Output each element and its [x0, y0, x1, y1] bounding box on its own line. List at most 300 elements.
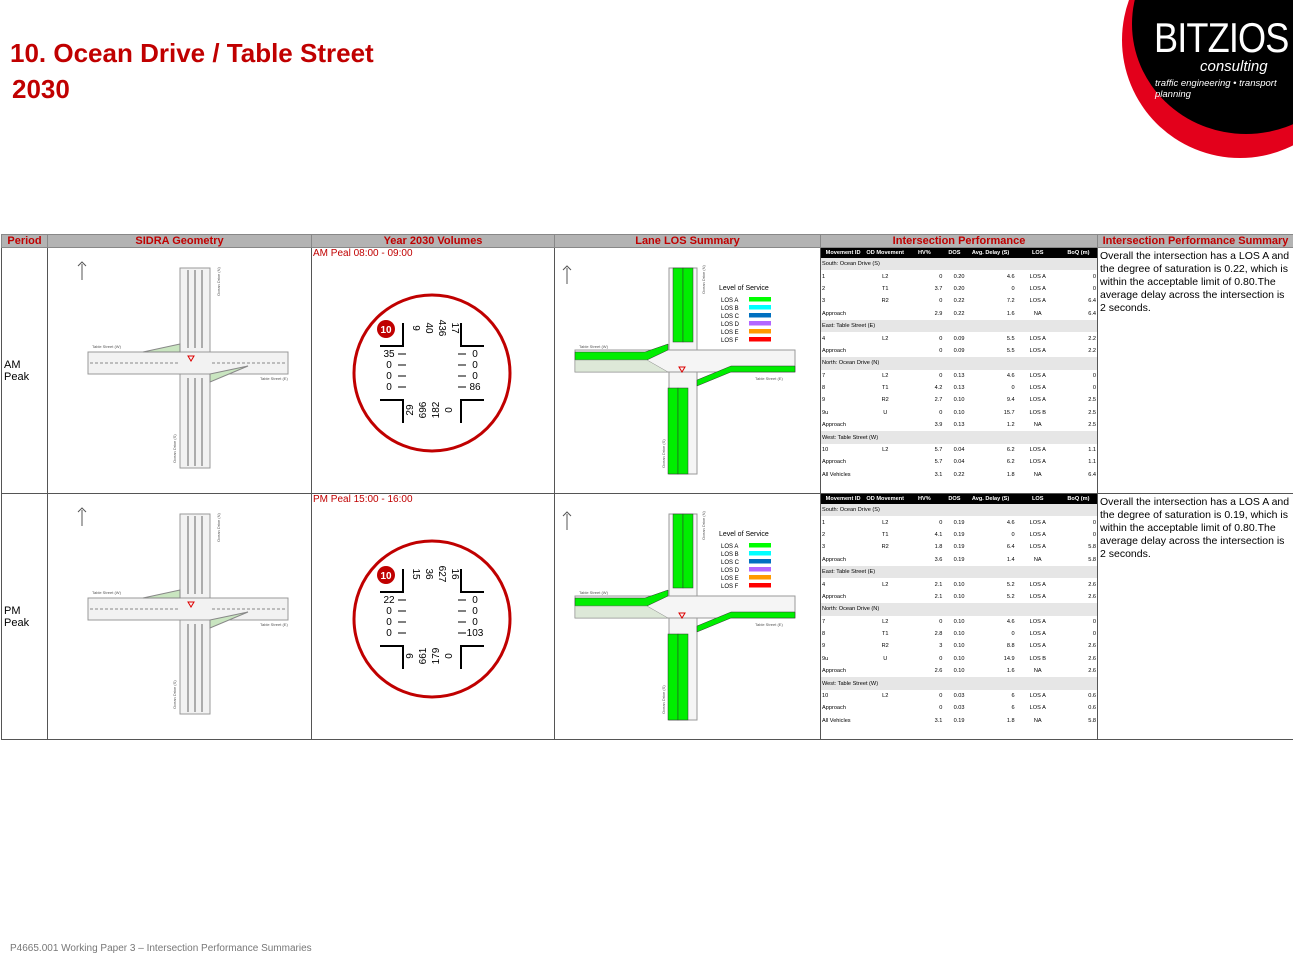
perf-row — [821, 394, 1097, 406]
perf-cell: 6.4 — [1088, 298, 1096, 305]
legend-label: LOS C — [721, 560, 740, 566]
perf-row — [821, 628, 1097, 640]
perf-cell: 0 — [1092, 385, 1096, 392]
perf-cell: 2.5 — [1088, 397, 1096, 404]
perf-cell: T1 — [881, 385, 889, 392]
perf-approach-row — [821, 469, 1097, 481]
perf-cell: 0.13 — [953, 385, 965, 392]
volume-value: 9 — [405, 653, 416, 659]
legend-swatch — [749, 313, 771, 318]
perf-cell: 0 — [1092, 372, 1096, 379]
volume-value: 0 — [472, 371, 478, 382]
perf-row — [821, 382, 1097, 394]
perf-cell: 5.2 — [1006, 581, 1015, 588]
performance-table — [1, 234, 1293, 740]
perf-cell: 1.8 — [1006, 471, 1015, 478]
perf-cell: 0.10 — [953, 618, 965, 625]
perf-cell: 0.19 — [953, 519, 965, 526]
col-perf-summary: Intersection Performance Summary — [1098, 235, 1293, 248]
perf-cell: 1.8 — [1006, 717, 1015, 724]
perf-cell: 2.8 — [934, 631, 943, 638]
perf-cell: 0 — [1092, 519, 1096, 526]
peak-time-label: PM Peal 15:00 - 16:00 — [313, 494, 413, 505]
road-label: Ocean Drive (S) — [172, 680, 177, 709]
legend-swatch — [749, 543, 771, 548]
legend-swatch — [749, 305, 771, 310]
volume-value: 0 — [472, 349, 478, 360]
perf-cell: 2.6 — [1088, 668, 1096, 675]
perf-header: BoQ (m) — [1060, 494, 1097, 504]
perf-cell: 9 — [822, 643, 826, 650]
performance-cell — [821, 494, 1098, 740]
perf-cell: 9 — [822, 397, 826, 404]
perf-cell: 0.03 — [953, 705, 965, 712]
perf-row — [821, 444, 1097, 456]
legend-label: LOS B — [721, 552, 739, 558]
perf-cell: 0 — [1011, 285, 1015, 292]
perf-cell: LOS A — [1029, 347, 1046, 354]
period-name: AM Peak — [2, 248, 48, 494]
geometry-cell — [48, 494, 312, 740]
perf-cell: 0 — [1011, 631, 1015, 638]
perf-cell: 2 — [822, 285, 826, 292]
volumes-diagram — [312, 260, 552, 485]
volume-value: 0 — [472, 617, 478, 628]
perf-cell: 0.20 — [953, 285, 965, 292]
perf-cell: LOS A — [1029, 705, 1046, 712]
perf-cell: 6 — [1011, 693, 1015, 700]
perf-cell: 6.2 — [1006, 459, 1015, 466]
road-label: Ocean Drive (N) — [216, 513, 221, 542]
perf-row — [821, 616, 1097, 628]
perf-cell: 8 — [822, 631, 826, 638]
perf-cell: 2.1 — [934, 593, 943, 600]
perf-cell: 1.6 — [1006, 668, 1015, 675]
perf-cell: T1 — [881, 285, 889, 292]
perf-cell: NA — [1033, 556, 1042, 563]
footer: P4665.001 Working Paper 3 – Intersection Performance Summaries — [10, 943, 312, 954]
perf-cell: 3.1 — [934, 717, 943, 724]
perf-cell: 0 — [1011, 385, 1015, 392]
volume-value: 22 — [383, 595, 395, 606]
perf-cell: 4.1 — [934, 531, 943, 538]
volume-value: 436 — [436, 319, 447, 337]
legend-swatch — [749, 297, 771, 302]
perf-cell: LOS A — [1029, 285, 1046, 292]
perf-cell: NA — [1033, 717, 1042, 724]
perf-cell: 2.1 — [934, 581, 943, 588]
performance-summary: Overall the intersection has a LOS A and the degree of saturation is 0.19, which is within the acceptable limit of 0.80.The average delay across the intersection is 2 seconds. — [1098, 494, 1293, 740]
perf-header: HV% — [905, 494, 943, 504]
legend-label: LOS A — [721, 298, 739, 304]
perf-cell: 3 — [939, 643, 943, 650]
perf-cell: 3.1 — [934, 471, 943, 478]
perf-cell: 0 — [939, 409, 943, 416]
perf-cell: 1 — [822, 519, 826, 526]
perf-cell: 0.10 — [953, 643, 965, 650]
perf-cell: 0 — [939, 618, 943, 625]
col-period: Period — [2, 235, 48, 248]
perf-cell: 10 — [822, 693, 829, 700]
perf-cell — [865, 419, 905, 431]
perf-cell: 1 — [822, 273, 826, 280]
perf-cell: 0 — [939, 705, 943, 712]
perf-cell: 14.9 — [1003, 655, 1015, 662]
perf-group-label: West: Table Street (W) — [821, 677, 1097, 689]
perf-cell: 0 — [1092, 631, 1096, 638]
perf-header: Avg. Delay (S) — [966, 248, 1016, 258]
lane-los-diagram — [555, 248, 819, 488]
perf-approach-row — [821, 591, 1097, 603]
legend-swatch — [749, 321, 771, 326]
perf-cell: LOS A — [1029, 643, 1046, 650]
perf-cell: L2 — [882, 693, 889, 700]
perf-cell: 1.1 — [1088, 459, 1096, 466]
perf-cell: NA — [1033, 471, 1042, 478]
perf-cell: 0.04 — [953, 459, 965, 466]
perf-cell: 2.2 — [1088, 335, 1096, 342]
perf-cell: 5.8 — [1088, 717, 1096, 724]
col-geometry: SIDRA Geometry — [48, 235, 312, 248]
perf-cell: 0.10 — [953, 593, 965, 600]
perf-cell: 6 — [1011, 705, 1015, 712]
perf-cell: LOS A — [1029, 631, 1046, 638]
perf-cell: R2 — [881, 298, 889, 305]
volume-value: 9 — [410, 325, 421, 331]
perf-cell: 4 — [822, 581, 826, 588]
perf-cell: LOS A — [1029, 372, 1046, 379]
perf-cell: 8.8 — [1006, 643, 1015, 650]
volumes-cell — [312, 494, 555, 740]
volume-value: 0 — [472, 360, 478, 371]
perf-cell: LOS A — [1029, 335, 1046, 342]
volume-value: 696 — [418, 401, 429, 419]
perf-cell: Approach — [822, 459, 846, 466]
legend-label: LOS D — [721, 322, 740, 328]
perf-cell: 0.10 — [953, 655, 965, 662]
perf-approach-row — [821, 715, 1097, 727]
perf-approach-row — [821, 665, 1097, 677]
perf-cell: 9u — [822, 409, 829, 416]
perf-cell: Approach — [822, 593, 846, 600]
perf-cell: R2 — [881, 643, 889, 650]
site-number: 10 — [380, 325, 392, 336]
col-performance: Intersection Performance — [821, 235, 1098, 248]
perf-header: LOS — [1016, 494, 1060, 504]
perf-cell: 0.04 — [953, 447, 965, 454]
volume-value: 627 — [436, 565, 447, 583]
perf-group-row — [821, 320, 1097, 332]
road-label: Ocean Drive (S) — [661, 685, 666, 714]
perf-cell: 9u — [822, 655, 829, 662]
perf-cell: 0 — [939, 519, 943, 526]
perf-cell: 0 — [1092, 531, 1096, 538]
perf-cell: LOS A — [1029, 447, 1046, 454]
perf-cell: 0 — [939, 655, 943, 662]
perf-cell: 4.2 — [934, 385, 943, 392]
volume-value: 0 — [386, 628, 392, 639]
perf-approach-row — [821, 419, 1097, 431]
volume-value: 15 — [410, 568, 421, 580]
site-number: 10 — [380, 571, 392, 582]
perf-cell: Approach — [822, 668, 846, 675]
perf-cell: 10 — [822, 447, 829, 454]
perf-cell: 3.9 — [934, 422, 943, 429]
perf-cell: 5.7 — [934, 447, 943, 454]
perf-cell: 3 — [822, 298, 826, 305]
logo-sub: consulting — [1200, 58, 1268, 75]
perf-cell: 0.6 — [1088, 705, 1096, 712]
volume-value: 103 — [466, 628, 484, 639]
perf-cell: 6.2 — [1006, 447, 1015, 454]
volume-value: 86 — [469, 382, 481, 393]
perf-cell: 0 — [939, 693, 943, 700]
perf-cell: 2.6 — [1088, 593, 1096, 600]
volumes-diagram — [312, 506, 552, 731]
col-volumes: Year 2030 Volumes — [312, 235, 555, 248]
perf-cell — [865, 345, 905, 357]
volume-value: 0 — [386, 617, 392, 628]
road-label: Table Street (E) — [260, 376, 288, 381]
perf-cell: Approach — [822, 705, 846, 712]
perf-cell: LOS A — [1029, 693, 1046, 700]
perf-cell: Approach — [822, 310, 846, 317]
perf-cell — [865, 702, 905, 714]
legend-label: LOS B — [721, 306, 739, 312]
legend-swatch — [749, 551, 771, 556]
perf-header: Movement ID — [821, 494, 865, 504]
perf-cell: LOS A — [1029, 618, 1046, 625]
perf-cell: 0 — [1092, 273, 1096, 280]
road-label: Table Street (W) — [579, 590, 608, 595]
perf-header: LOS — [1016, 248, 1060, 258]
page-title: 10. Ocean Drive / Table Street — [10, 38, 374, 68]
perf-row — [821, 332, 1097, 344]
perf-cell: Approach — [822, 422, 846, 429]
perf-cell: R2 — [881, 397, 889, 404]
perf-cell: LOS B — [1029, 409, 1046, 416]
perf-header: Movement ID — [821, 248, 865, 258]
road-label: Ocean Drive (N) — [701, 265, 706, 294]
perf-cell: Approach — [822, 556, 846, 563]
perf-cell: 3.7 — [934, 285, 943, 292]
performance-cell — [821, 248, 1098, 494]
volume-value: 0 — [444, 407, 455, 413]
perf-cell: 5.8 — [1088, 544, 1096, 551]
perf-cell: 0.10 — [953, 631, 965, 638]
perf-cell: 0.22 — [953, 471, 965, 478]
perf-cell: T1 — [881, 531, 889, 538]
legend-label: LOS F — [721, 584, 739, 590]
perf-cell — [865, 715, 905, 727]
perf-cell: 15.7 — [1003, 409, 1015, 416]
perf-cell: 0.19 — [953, 717, 965, 724]
perf-row — [821, 370, 1097, 382]
perf-cell: NA — [1033, 310, 1042, 317]
perf-cell: 0.10 — [953, 409, 965, 416]
perf-cell: 0.19 — [953, 556, 965, 563]
perf-cell: 9.4 — [1006, 397, 1015, 404]
perf-header: DOS — [943, 248, 965, 258]
perf-cell: 0 — [1092, 285, 1096, 292]
perf-cell — [865, 308, 905, 320]
period-name: PM Peak — [2, 494, 48, 740]
road-label: Table Street (E) — [755, 376, 783, 381]
perf-cell: 1.1 — [1088, 447, 1096, 454]
perf-group-row — [821, 357, 1097, 369]
perf-cell: 6.4 — [1006, 544, 1015, 551]
perf-cell: 0.10 — [953, 581, 965, 588]
perf-cell: L2 — [882, 519, 889, 526]
perf-approach-row — [821, 554, 1097, 566]
volumes-cell — [312, 248, 555, 494]
geometry-diagram — [48, 494, 310, 734]
perf-cell: 5.2 — [1006, 593, 1015, 600]
perf-cell: 1.2 — [1006, 422, 1015, 429]
period-row — [2, 494, 1293, 740]
legend-swatch — [749, 329, 771, 334]
perf-cell: LOS A — [1029, 298, 1046, 305]
legend-label: LOS D — [721, 568, 740, 574]
perf-cell: LOS B — [1029, 655, 1046, 662]
perf-cell: 4.6 — [1006, 618, 1015, 625]
perf-cell: 0 — [1092, 618, 1096, 625]
perf-cell: NA — [1033, 422, 1042, 429]
legend-swatch — [749, 567, 771, 572]
perf-cell: 2.5 — [1088, 409, 1096, 416]
perf-header: OD Movement — [866, 496, 905, 502]
volume-value: 36 — [423, 568, 434, 580]
volume-value: 182 — [431, 401, 442, 419]
perf-cell: 2.2 — [1088, 347, 1096, 354]
perf-group-row — [821, 677, 1097, 689]
legend-title: Level of Service — [719, 285, 769, 292]
perf-cell: 2 — [822, 531, 826, 538]
perf-cell: L2 — [882, 618, 889, 625]
perf-cell: 0.13 — [953, 372, 965, 379]
performance-subtable — [821, 248, 1097, 481]
performance-summary: Overall the intersection has a LOS A and the degree of saturation is 0.22, which is within the acceptable limit of 0.80.The average delay across the intersection is 2 seconds. — [1098, 248, 1293, 494]
perf-cell: 0.13 — [953, 422, 965, 429]
perf-row — [821, 407, 1097, 419]
perf-cell: LOS A — [1029, 273, 1046, 280]
legend-swatch — [749, 559, 771, 564]
perf-cell: 4.6 — [1006, 372, 1015, 379]
perf-cell: 0.09 — [953, 347, 965, 354]
legend-label: LOS A — [721, 544, 739, 550]
period-row — [2, 248, 1293, 494]
legend-label: LOS E — [721, 330, 739, 336]
perf-cell: 0 — [939, 347, 943, 354]
perf-cell: 2.6 — [934, 668, 943, 675]
perf-cell: 6.4 — [1088, 310, 1096, 317]
perf-row — [821, 283, 1097, 295]
perf-group-label: East: Table Street (E) — [821, 320, 1097, 332]
perf-cell: 0 — [939, 273, 943, 280]
perf-header: DOS — [943, 494, 965, 504]
perf-cell — [865, 554, 905, 566]
perf-cell: 6.4 — [1088, 471, 1096, 478]
perf-group-label: West: Table Street (W) — [821, 431, 1097, 443]
perf-cell: 8 — [822, 385, 826, 392]
logo-tagline: traffic engineering • transport planning — [1155, 78, 1277, 100]
volume-value: 40 — [423, 322, 434, 334]
perf-cell: 3 — [822, 544, 826, 551]
legend-swatch — [749, 583, 771, 588]
legend-label: LOS F — [721, 338, 739, 344]
perf-cell: NA — [1033, 668, 1042, 675]
legend-swatch — [749, 575, 771, 580]
legend-label: LOS C — [721, 314, 740, 320]
perf-cell: L2 — [882, 372, 889, 379]
perf-cell: 4.6 — [1006, 519, 1015, 526]
road-label: Table Street (E) — [260, 622, 288, 627]
volume-value: 0 — [472, 606, 478, 617]
perf-cell: 0.22 — [953, 298, 965, 305]
perf-cell: All Vehicles — [822, 717, 851, 724]
perf-cell: 2.6 — [1088, 643, 1096, 650]
volume-value: 29 — [405, 404, 416, 416]
perf-cell: 4 — [822, 335, 826, 342]
perf-cell: 3.6 — [934, 556, 943, 563]
perf-cell: LOS A — [1029, 397, 1046, 404]
performance-subtable — [821, 494, 1097, 727]
perf-approach-row — [821, 456, 1097, 468]
volume-value: 16 — [449, 568, 460, 580]
volume-value: 0 — [386, 606, 392, 617]
lane-los-diagram — [555, 494, 819, 734]
road-label: Ocean Drive (N) — [216, 267, 221, 296]
perf-group-row — [821, 431, 1097, 443]
perf-cell: 2.5 — [1088, 422, 1096, 429]
perf-cell: LOS A — [1029, 544, 1046, 551]
volume-value: 17 — [449, 322, 460, 334]
legend-swatch — [749, 337, 771, 342]
perf-cell: 7 — [822, 372, 826, 379]
perf-cell: 5.5 — [1006, 335, 1015, 342]
perf-cell: 5.7 — [934, 459, 943, 466]
perf-cell: Approach — [822, 347, 846, 354]
volume-value: 0 — [444, 653, 455, 659]
los-cell — [555, 494, 821, 740]
perf-cell: 5.5 — [1006, 347, 1015, 354]
perf-row — [821, 270, 1097, 282]
perf-cell: 4.6 — [1006, 273, 1015, 280]
perf-group-label: South: Ocean Drive (S) — [821, 258, 1097, 270]
perf-row — [821, 295, 1097, 307]
perf-cell: All Vehicles — [822, 471, 851, 478]
perf-cell: 2.9 — [934, 310, 943, 317]
road-label: Ocean Drive (S) — [661, 439, 666, 468]
perf-cell: 1.8 — [934, 544, 943, 551]
perf-cell: 0.10 — [953, 668, 965, 675]
perf-cell — [865, 456, 905, 468]
perf-cell: 2.6 — [1088, 581, 1096, 588]
perf-cell: 1.6 — [1006, 310, 1015, 317]
perf-group-label: East: Table Street (E) — [821, 566, 1097, 578]
road-label: Table Street (W) — [579, 344, 608, 349]
perf-group-row — [821, 566, 1097, 578]
perf-cell: L2 — [882, 273, 889, 280]
perf-group-row — [821, 603, 1097, 615]
perf-row — [821, 640, 1097, 652]
perf-cell: 2.6 — [1088, 655, 1096, 662]
perf-header: OD Movement — [866, 250, 905, 256]
perf-cell: 0 — [939, 372, 943, 379]
perf-approach-row — [821, 308, 1097, 320]
geometry-diagram — [48, 248, 310, 488]
perf-header: Avg. Delay (S) — [966, 494, 1016, 504]
